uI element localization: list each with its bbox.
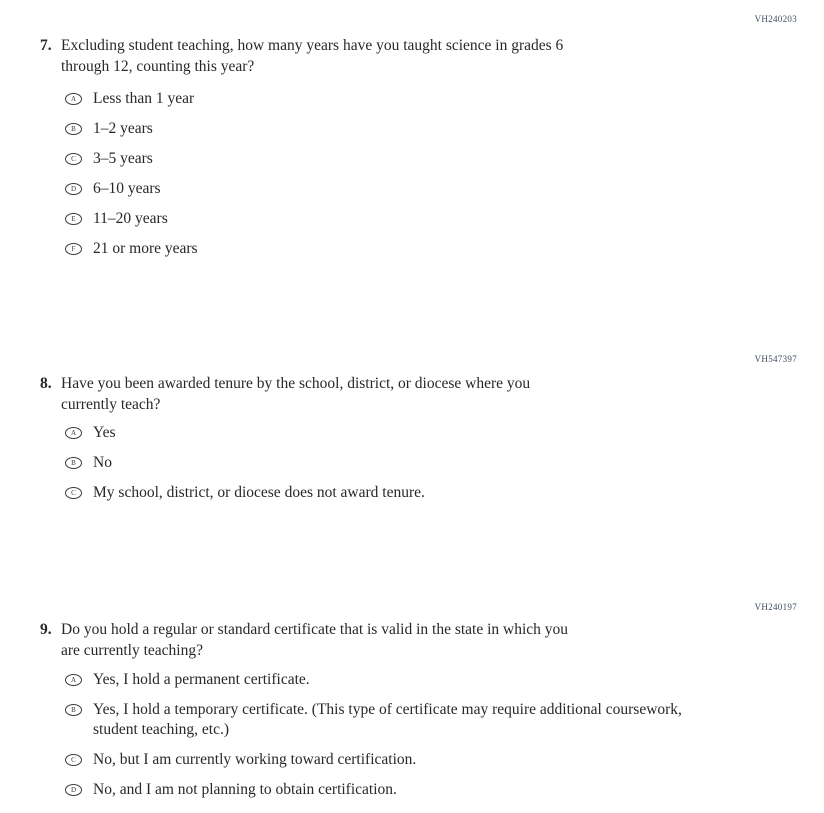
bubble-letter: A	[70, 675, 77, 684]
item-code-q7: VH240203	[754, 14, 797, 24]
answer-bubble-icon[interactable]	[65, 457, 82, 469]
q7-option-f-label: 21 or more years	[93, 240, 198, 257]
bubble-letter: F	[71, 244, 76, 253]
answer-bubble-icon[interactable]	[65, 153, 82, 165]
question-9-line-2: are currently teaching?	[61, 642, 203, 659]
answer-bubble-icon[interactable]	[65, 93, 82, 105]
q9-option-b-label: Yes, I hold a temporary certificate. (This type of certificate may require additional coursework, student teaching, etc.)	[93, 701, 682, 738]
answer-bubble-icon[interactable]	[65, 674, 82, 686]
q7-option-d[interactable]	[65, 179, 198, 199]
bubble-letter: B	[71, 458, 76, 467]
q7-option-e[interactable]	[65, 209, 198, 229]
question-8-line-2: currently teach?	[61, 396, 161, 413]
question-9	[40, 619, 568, 661]
q9-option-d[interactable]	[65, 780, 682, 800]
q9-option-c-label: No, but I am currently working toward certification.	[93, 751, 417, 768]
question-8-number: 8.	[40, 375, 52, 392]
answer-bubble-icon[interactable]	[65, 213, 82, 225]
q8-option-b[interactable]	[65, 453, 425, 473]
question-9-options	[65, 670, 682, 810]
bubble-letter: A	[70, 94, 77, 103]
q8-option-c-label: My school, district, or diocese does not award tenure.	[93, 484, 425, 501]
question-7-line-2: through 12, counting this year?	[61, 58, 255, 75]
q7-option-a[interactable]	[65, 89, 198, 109]
bubble-letter: D	[70, 184, 77, 193]
q7-option-b-label: 1–2 years	[93, 120, 153, 137]
answer-bubble-icon[interactable]	[65, 183, 82, 195]
question-8	[40, 373, 530, 415]
q8-option-a-label: Yes	[93, 424, 116, 441]
answer-bubble-icon[interactable]	[65, 243, 82, 255]
q9-option-c[interactable]	[65, 750, 682, 770]
question-9-number: 9.	[40, 621, 52, 638]
bubble-letter: E	[71, 214, 76, 223]
question-9-text	[61, 619, 568, 661]
answer-bubble-icon[interactable]	[65, 487, 82, 499]
bubble-letter: A	[70, 428, 77, 437]
q9-option-d-label: No, and I am not planning to obtain certification.	[93, 781, 397, 798]
answer-bubble-icon[interactable]	[65, 123, 82, 135]
question-7-options	[65, 89, 198, 269]
question-7-number: 7.	[40, 37, 52, 54]
question-7-line-1: Excluding student teaching, how many years have you taught science in grades 6	[61, 37, 564, 54]
q7-option-a-label: Less than 1 year	[93, 90, 195, 107]
bubble-letter: C	[71, 488, 76, 497]
bubble-letter: B	[71, 705, 76, 714]
question-7	[40, 35, 563, 77]
answer-bubble-icon[interactable]	[65, 784, 82, 796]
q9-option-b[interactable]	[65, 700, 682, 740]
q8-option-b-label: No	[93, 454, 112, 471]
q7-option-f[interactable]	[65, 239, 198, 259]
question-8-text	[61, 373, 530, 415]
answer-bubble-icon[interactable]	[65, 427, 82, 439]
q8-option-a[interactable]	[65, 423, 425, 443]
bubble-letter: C	[71, 755, 76, 764]
question-9-line-1: Do you hold a regular or standard certificate that is valid in the state in which you	[61, 621, 569, 638]
q7-option-e-label: 11–20 years	[93, 210, 168, 227]
question-8-line-1: Have you been awarded tenure by the school, district, or diocese where you	[61, 375, 531, 392]
q9-option-a[interactable]	[65, 670, 682, 690]
item-code-q9: VH240197	[754, 602, 797, 612]
answer-bubble-icon[interactable]	[65, 704, 82, 716]
bubble-letter: C	[71, 154, 76, 163]
q7-option-c-label: 3–5 years	[93, 150, 153, 167]
q7-option-c[interactable]	[65, 149, 198, 169]
q7-option-b[interactable]	[65, 119, 198, 139]
answer-bubble-icon[interactable]	[65, 754, 82, 766]
q9-option-a-label: Yes, I hold a permanent certificate.	[93, 671, 310, 688]
question-8-options	[65, 423, 425, 513]
question-7-text	[61, 35, 563, 77]
item-code-q8: VH547397	[754, 354, 797, 364]
q8-option-c[interactable]	[65, 483, 425, 503]
bubble-letter: D	[70, 785, 77, 794]
bubble-letter: B	[71, 124, 76, 133]
q7-option-d-label: 6–10 years	[93, 180, 161, 197]
